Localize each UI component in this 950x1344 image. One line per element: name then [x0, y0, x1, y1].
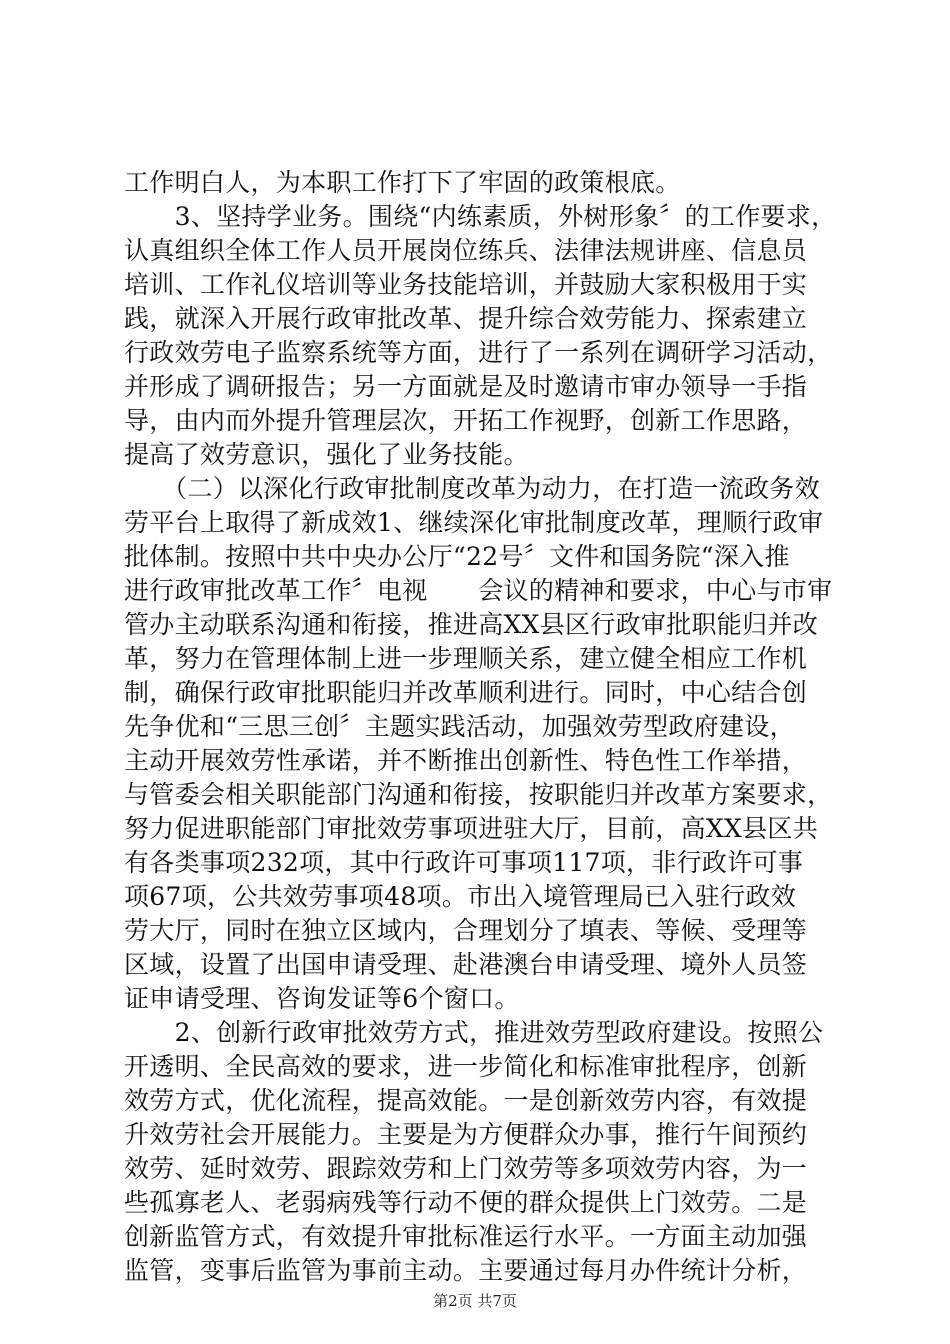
text-line: 升效劳社会开展能力。主要是为方便群众办事，推行午间预约 — [124, 1120, 808, 1149]
page-footer — [0, 1291, 950, 1311]
text-line: 制，确保行政审批职能归并改革顺利进行。同时，中心结合创 — [124, 678, 808, 707]
text-line: 践，就深入开展行政审批改革、提升综合效劳能力、探索建立 — [124, 304, 808, 333]
text-line: 努力促进职能部门审批效劳事项进驻大厅，目前，高XX县区共 — [124, 814, 818, 843]
text-line: 行政效劳电子监察系统等方面，进行了一系列在调研学习活动， — [124, 338, 833, 367]
text-line: 3、坚持学业务。围绕“内练素质，外树形象〞的工作要求， — [124, 202, 837, 231]
text-line: 开透明、全民高效的要求，进一步简化和标准审批程序，创新 — [124, 1052, 808, 1081]
text-line: 工作明白人，为本职工作打下了牢固的政策根底。 — [124, 168, 681, 197]
body-text — [124, 166, 840, 1288]
page-number-label: 第2页 共7页 — [433, 1292, 517, 1310]
text-line: 效劳方式，优化流程，提高效能。一是创新效劳内容，有效提 — [124, 1086, 808, 1115]
text-line: 证申请受理、咨询发证等6个窗口。 — [124, 984, 520, 1013]
text-line: 劳平台上取得了新成效1、继续深化审批制度改革，理顺行政审 — [124, 508, 824, 537]
text-line: 并形成了调研报告；另一方面就是及时邀请市审办领导一手指 — [124, 372, 808, 401]
text-line: 创新监管方式，有效提升审批标准运行水平。一方面主动加强 — [124, 1222, 808, 1251]
text-line: 监管，变事后监管为事前主动。主要通过每月办件统计分析， — [124, 1256, 808, 1285]
text-line: 项67项，公共效劳事项48项。市出入境管理局已入驻行政效 — [124, 882, 797, 911]
text-line: 管办主动联系沟通和衔接，推进高XX县区行政审批职能归并改 — [124, 610, 818, 639]
text-line: 培训、工作礼仪培训等业务技能培训，并鼓励大家积极用于实 — [124, 270, 808, 299]
text-line: 进行政审批改革工作〞电视 会议的精神和要求，中心与市审 — [124, 576, 833, 605]
text-line: 先争优和“三思三创〞主题实践活动，加强效劳型政府建设， — [124, 712, 795, 741]
text-line: 效劳、延时效劳、跟踪效劳和上门效劳等多项效劳内容，为一 — [124, 1154, 808, 1183]
text-line: 与管委会相关职能部门沟通和衔接，按职能归并改革方案要求， — [124, 780, 833, 809]
text-line: （二）以深化行政审批制度改革为动力，在打造一流政务效 — [124, 474, 820, 503]
text-line: 批体制。按照中共中央办公厅“22号〞文件和国务院“深入推 — [124, 542, 790, 571]
text-line: 主动开展效劳性承诺，并不断推出创新性、特色性工作举措， — [124, 746, 808, 775]
text-line: 导，由内而外提升管理层次，开拓工作视野，创新工作思路， — [124, 406, 808, 435]
text-line: 区域，设置了出国申请受理、赴港澳台申请受理、境外人员签 — [124, 950, 808, 979]
text-line: 有各类事项232项，其中行政许可事项117项，非行政许可事 — [124, 848, 804, 877]
text-line: 认真组织全体工作人员开展岗位练兵、法律法规讲座、信息员 — [124, 236, 808, 265]
text-line: 劳大厅，同时在独立区域内，合理划分了填表、等候、受理等 — [124, 916, 808, 945]
text-line: 革，努力在管理体制上进一步理顺关系，建立健全相应工作机 — [124, 644, 808, 673]
text-line: 提高了效劳意识，强化了业务技能。 — [124, 440, 529, 469]
text-line: 些孤寡老人、老弱病残等行动不便的群众提供上门效劳。二是 — [124, 1188, 808, 1217]
text-line: 2、创新行政审批效劳方式，推进效劳型政府建设。按照公 — [124, 1018, 824, 1047]
